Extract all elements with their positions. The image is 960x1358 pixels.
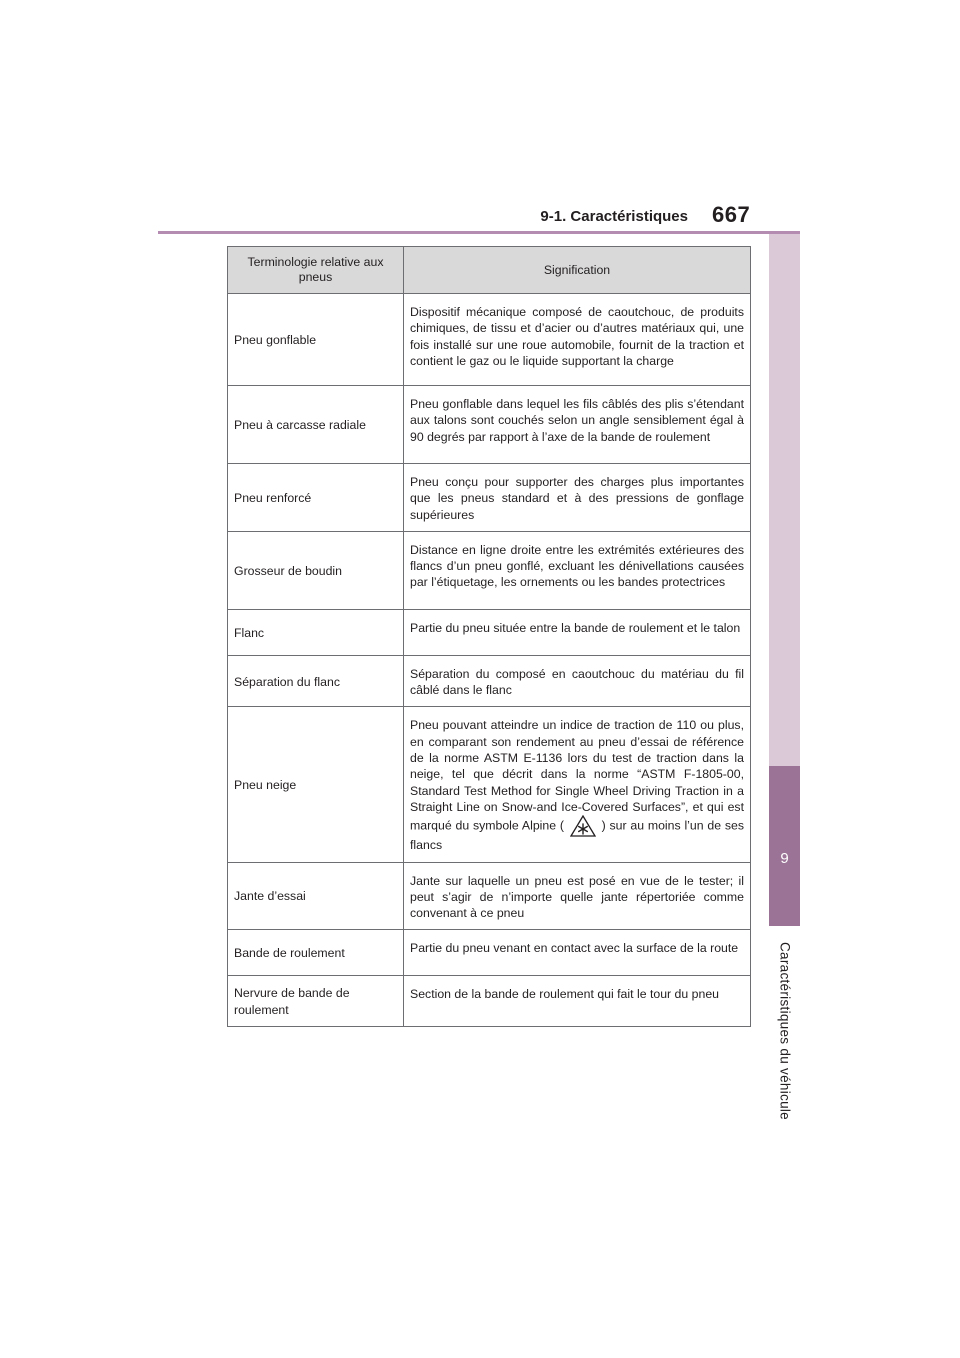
chapter-number: 9 [780, 850, 789, 867]
table-row [228, 976, 751, 1027]
table-row [228, 862, 751, 930]
header-meaning: Signification [404, 247, 751, 294]
table-row [228, 531, 751, 609]
tire-terminology-table [227, 246, 751, 1027]
definition-cell: Section de la bande de roulement qui fait le tour du pneu [404, 976, 751, 1027]
table-row [228, 386, 751, 464]
definition-cell: Dispositif mécanique composé de caoutchouc, de produits chimiques, de tissu et d’acier ou d’autres matériaux qui, une fois installé sur une roue automobile, fournit de la traction et contient le gaz ou le liquide supportant la charge [404, 294, 751, 386]
header-term: Terminologie relative aux pneus [228, 247, 404, 294]
definition-text-end-before: Alpine ( [521, 818, 564, 833]
table-row [228, 707, 751, 862]
header-rule [158, 231, 800, 234]
definition-text-end-after: ) sur au moins l’un de ses flancs [410, 818, 744, 853]
alpine-snowflake-mountain-icon [570, 815, 596, 837]
table-row [228, 294, 751, 386]
chapter-title: Caractéristiques du véhicule [777, 942, 793, 1120]
definition-cell: Partie du pneu venant en contact avec la surface de la route [404, 930, 751, 976]
term-cell: Flanc [228, 609, 404, 655]
definition-cell: Pneu gonflable dans lequel les fils câblés des plis s’étendant aux talons sont couchés selon un angle sensiblement égal à 90 degrés par rapport à l’axe de la bande de roulement [404, 386, 751, 464]
section-title: 9-1. Caractéristiques [540, 208, 688, 225]
chapter-tab-strip [769, 234, 800, 766]
definition-cell: Pneu conçu pour supporter des charges plus importantes que les pneus standard et à des pressions de gonflage supérieures [404, 464, 751, 532]
chapter-title-vertical [770, 942, 800, 1132]
definition-cell: Partie du pneu située entre la bande de roulement et le talon [404, 609, 751, 655]
term-cell: Pneu gonflable [228, 294, 404, 386]
term-cell: Pneu renforcé [228, 464, 404, 532]
definition-cell: Séparation du composé en caoutchouc du matériau du fil câblé dans le flanc [404, 655, 751, 707]
term-cell: Pneu à carcasse radiale [228, 386, 404, 464]
table-row [228, 609, 751, 655]
term-cell: Jante d’essai [228, 862, 404, 930]
table-row [228, 930, 751, 976]
definition-text: Pneu pouvant atteindre un indice de traction de 110 ou plus, en comparant son rendement au pneu d’essai de référence de la norme ASTM E-1136 lors du test de traction dans la neige, tel que décrit dans la norme “ASTM F-1805-00, Standard Test Method for Single Wheel Driving Traction in a Straight Line on Snow-and Ice-Covered Surfaces”, et qui est marqué du symbole [410, 718, 744, 833]
definition-cell: Distance en ligne droite entre les extrémités extérieures des flancs d’un pneu gonflé, excluant les dénivellations causées par l’étiquetage, les ornements ou les bandes protectrices [404, 531, 751, 609]
table-header-row [228, 247, 751, 294]
definition-cell [404, 707, 751, 862]
definition-cell: Jante sur laquelle un pneu est posé en vue de le tester; il peut s’agir de n’importe quelle jante répertoriée comme convenant à ce pneu [404, 862, 751, 930]
chapter-tab-marker [769, 766, 800, 926]
page-number: 667 [712, 202, 751, 227]
table-row [228, 464, 751, 532]
term-cell: Séparation du flanc [228, 655, 404, 707]
term-cell: Grosseur de boudin [228, 531, 404, 609]
table-row [228, 655, 751, 707]
term-cell: Bande de roulement [228, 930, 404, 976]
term-cell: Nervure de bande de roulement [228, 976, 404, 1027]
term-cell: Pneu neige [228, 707, 404, 862]
